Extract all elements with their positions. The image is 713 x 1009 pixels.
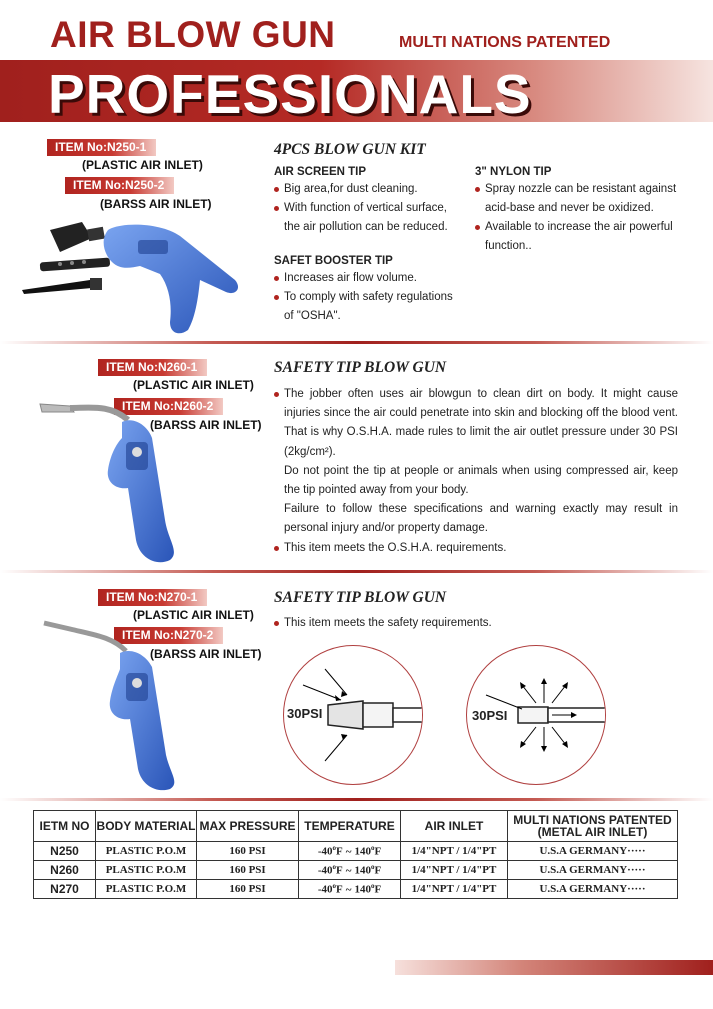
safety-blow-gun-image (40, 615, 200, 795)
inlet-cell: 1/4"NPT / 1/4"PT (401, 880, 508, 899)
patent-cell: U.S.A GERMANY····· (508, 880, 678, 899)
list-item: acid-base and never be oxidized. (485, 202, 654, 214)
inlet-label: (PLASTIC AIR INLET) (82, 158, 203, 172)
temperature-part: F (374, 864, 382, 877)
inlet-cell: 1/4"NPT / 1/4"PT (401, 861, 508, 880)
column-header-patent (508, 811, 678, 842)
item-cell: N270 (34, 880, 96, 899)
temperature-part: -40 (317, 864, 333, 877)
safety-description (274, 385, 678, 558)
list-item: Available to increase the air powerful (475, 218, 690, 237)
temperature-part: F (335, 864, 343, 877)
spec-table-body (34, 842, 678, 899)
list-item: the air pollution can be reduced. (284, 221, 448, 233)
material-cell: PLASTIC P.O.M (96, 842, 197, 861)
inlet-label: (BARSS AIR INLET) (100, 197, 212, 211)
table-row (34, 861, 678, 880)
temperature-part: 140 (354, 883, 371, 896)
nylon-heading: 3" NYLON TIP (475, 166, 552, 178)
item-badge-n260-1: ITEM No:N260-1 (98, 359, 207, 376)
temperature-part: -40 (317, 883, 333, 896)
temperature-part: ~ (345, 883, 352, 896)
temperature-part: F (335, 883, 343, 896)
item-badge-n270-2: ITEM No:N270-2 (114, 627, 223, 644)
booster-list (274, 269, 469, 326)
air-screen-list (274, 180, 469, 237)
item-cell: N260 (34, 861, 96, 880)
inlet-label: (BARSS AIR INLET) (150, 418, 262, 432)
patent-cell: U.S.A GERMANY····· (508, 842, 678, 861)
column-header: MAX PRESSURE (197, 811, 299, 842)
temperature-cell (299, 880, 401, 899)
pressure-cell: 160 PSI (197, 861, 299, 880)
inlet-label: (PLASTIC AIR INLET) (133, 608, 254, 622)
pressure-cell: 160 PSI (197, 842, 299, 861)
degree-mark: o (332, 882, 336, 891)
temperature-part: 140 (354, 845, 371, 858)
material-cell: PLASTIC P.O.M (96, 861, 197, 880)
table-row (34, 842, 678, 861)
pressure-label-right: 30PSI (472, 708, 508, 723)
footer-bar (395, 960, 713, 975)
spec-table (33, 810, 678, 899)
section-divider (0, 798, 713, 801)
paragraph: Do not point the tip at people or animals when using compressed air, keep the tip pointed away from your body. (284, 464, 678, 497)
safety-list (274, 614, 674, 633)
section-title-kit: 4PCS BLOW GUN KIT (274, 141, 426, 158)
temperature-part: ~ (345, 864, 352, 877)
section-divider (0, 570, 713, 573)
material-cell: PLASTIC P.O.M (96, 880, 197, 899)
blow-gun-kit-image (20, 210, 250, 340)
list-item: With function of vertical surface, (274, 199, 469, 218)
booster-heading: SAFET BOOSTER TIP (274, 255, 393, 267)
degree-mark: o (370, 863, 375, 872)
paragraph: The jobber often uses air blowgun to clean dirt on body. It might cause injuries since the air could penetrate into skin and blocking off the blood vent. That is why O.S.H.A. made rules to limit the air outlet pressure under 30 PSI (2kg/cm²). (274, 385, 678, 462)
section-title-safety-tip: SAFETY TIP BLOW GUN (274, 359, 447, 376)
inlet-label: (PLASTIC AIR INLET) (133, 378, 254, 392)
item-badge-n260-2: ITEM No:N260-2 (114, 398, 223, 415)
page-subtitle: MULTI NATIONS PATENTED (399, 34, 611, 51)
page-title: AIR BLOW GUN (50, 14, 336, 55)
table-header-row (34, 811, 678, 842)
inlet-label: (BARSS AIR INLET) (150, 647, 262, 661)
table-row (34, 880, 678, 899)
list-item: This item meets the safety requirements. (274, 614, 674, 633)
temperature-part: -40 (317, 845, 333, 858)
inlet-cell: 1/4"NPT / 1/4"PT (401, 842, 508, 861)
degree-mark: o (332, 863, 336, 872)
section-divider (0, 341, 713, 344)
list-item: of "OSHA". (284, 310, 341, 322)
patent-cell: U.S.A GERMANY····· (508, 861, 678, 880)
nylon-list (475, 180, 690, 256)
pressure-cell: 160 PSI (197, 880, 299, 899)
list-item: Increases air flow volume. (274, 269, 469, 288)
list-item: To comply with safety regulations (274, 288, 469, 307)
item-badge-n250-2: ITEM No:N250-2 (65, 177, 174, 194)
temperature-part: ~ (345, 845, 352, 858)
air-screen-heading: AIR SCREEN TIP (274, 166, 367, 178)
temperature-cell (299, 842, 401, 861)
temperature-cell (299, 861, 401, 880)
list-item: Spray nozzle can be resistant against (475, 180, 690, 199)
list-item: Big area,for dust cleaning. (274, 180, 469, 199)
column-header: MULTI NATIONS PATENTED (513, 813, 672, 827)
item-badge-n250-1: ITEM No:N250-1 (47, 139, 156, 156)
column-header: AIR INLET (401, 811, 508, 842)
paragraph: This item meets the O.S.H.A. requirements. (274, 539, 678, 558)
paragraph: Failure to follow these specifications and warning exactly may result in personal injury and/or property damage. (284, 503, 678, 535)
degree-mark: o (370, 882, 375, 891)
banner-text: PROFESSIONALS (48, 63, 532, 125)
temperature-part: F (374, 883, 382, 896)
column-header: TEMPERATURE (299, 811, 401, 842)
column-header: BODY MATERIAL (96, 811, 197, 842)
item-cell: N250 (34, 842, 96, 861)
safety-blow-gun-image (30, 390, 200, 565)
degree-mark: o (332, 844, 336, 853)
pressure-label-left: 30PSI (287, 706, 323, 721)
section-title-safety-tip-2: SAFETY TIP BLOW GUN (274, 589, 447, 606)
temperature-part: 140 (354, 864, 371, 877)
item-badge-n270-1: ITEM No:N270-1 (98, 589, 207, 606)
temperature-part: F (335, 845, 343, 858)
column-header: (METAL AIR INLET) (537, 825, 648, 839)
degree-mark: o (370, 844, 375, 853)
column-header: IETM NO (34, 811, 96, 842)
temperature-part: F (374, 845, 382, 858)
list-item: function.. (485, 240, 532, 252)
